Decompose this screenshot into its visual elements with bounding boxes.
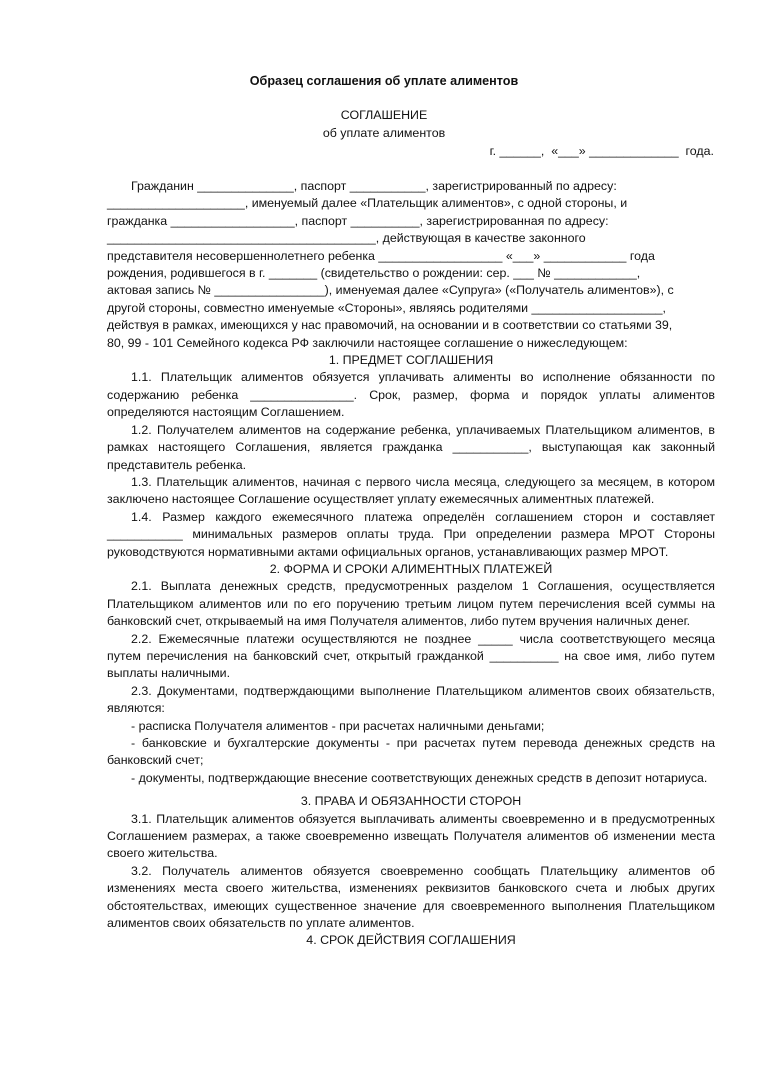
preamble-line: 80, 99 - 101 Семейного кодекса РФ заключили настоящее соглашение о нижеследующем:: [107, 335, 628, 350]
list-item-bank-docs: - банковские и бухгалтерские документы - при расчетах путем перевода денежных средств на банковский счет;: [107, 736, 715, 768]
paragraph-2-3: 2.3. Документами, подтверждающими выполнение Плательщиком алиментов своих обязательств, являются:: [107, 683, 715, 716]
preamble-line: Гражданин ______________, паспорт ___________, зарегистрированный по адресу:: [131, 179, 617, 193]
paragraph-2-2: 2.2. Ежемесячные платежи осуществляются не позднее _____ числа соответствующего месяца путем перечисления на банковский счет, открытый гражданкой __________ на свое имя, либо путем выплаты наличными.: [107, 631, 715, 681]
preamble-line: актовая запись № ________________), именуемая далее «Супруга» («Получатель алиментов»), с: [107, 283, 674, 298]
document-body: [107, 178, 715, 950]
preamble-line: рождения, родившегося в г. _______ (свидетельство о рождении: сер. ___ № ____________,: [107, 266, 641, 281]
paragraph-2-1: 2.1. Выплата денежных средств, предусмотренных разделом 1 Соглашения, осуществляется Плательщиком алиментов или по его поручению третьим лицом путем перечисления всей суммы на банковский счет, открываемый на имя Получателя алиментов, либо путем вручения наличных денег.: [107, 579, 715, 629]
preamble-line: представителя несовершеннолетнего ребенка __________________ «___» ____________ года: [107, 248, 655, 263]
preamble: [107, 178, 715, 352]
preamble-line: действуя в рамках, имеющихся у нас правомочий, на основании и в соответствии со статьями 39,: [107, 318, 673, 333]
paragraph-3-1: 3.1. Плательщик алиментов обязуется выплачивать алименты своевременно и в предусмотренных Соглашением размерах, а также своевременно извещать Получателя алиментов об изменении места своего жительства.: [107, 811, 715, 861]
section-heading: 3. ПРАВА И ОБЯЗАННОСТИ СТОРОН: [300, 794, 522, 809]
list-item-receipt: - расписка Получателя алиментов - при расчетах наличными деньгами;: [131, 718, 545, 733]
document-title: Образец соглашения об уплате алиментов: [249, 74, 519, 88]
paragraph-1-1: 1.1. Плательщик алиментов обязуется уплачивать алименты во исполнение обязанности по содержанию ребенка _______________. Срок, размер, форма и порядок уплаты алиментов определяются настоящим Соглашением.: [107, 370, 715, 420]
section-heading: 2. ФОРМА И СРОКИ АЛИМЕНТНЫХ ПЛАТЕЖЕЙ: [269, 561, 553, 576]
preamble-line: гражданка __________________, паспорт __________, зарегистрированная по адресу:: [107, 213, 609, 228]
city-date-line: г. ______, «___» _____________ года.: [489, 144, 714, 158]
paragraph-1-2: 1.2. Получателем алиментов на содержание ребенка, уплачиваемых Плательщиком алиментов, в рамках настоящего Соглашения, является гражданка ___________, выступающая как законный представитель ребенка.: [107, 422, 715, 472]
agreement-subheading: об уплате алиментов: [322, 126, 446, 140]
agreement-heading: СОГЛАШЕНИЕ: [340, 108, 428, 122]
preamble-line: _______________________________________, действующая в качестве законного: [107, 231, 586, 246]
paragraph-3-2: 3.2. Получатель алиментов обязуется своевременно сообщать Плательщику алиментов об изменениях места своего жительства, изменениях реквизитов банковского счета и любых других обстоятельствах, имеющих существенное значение для своевременного выполнения Плательщиком алиментов своих обязательств по уплате алиментов.: [107, 863, 715, 931]
list-item-deposit: - документы, подтверждающие внесение соответствующих денежных средств в депозит нотариуса.: [131, 770, 708, 785]
paragraph-1-4: 1.4. Размер каждого ежемесячного платежа определён соглашением сторон и составляет ___________ минимальных размеров оплаты труда. При определении размера МРОТ Стороны руководствуются нормативными актами официальных органов, устанавливающих размер МРОТ.: [107, 509, 715, 559]
paragraph-1-3: 1.3. Плательщик алиментов, начиная с первого числа месяца, следующего за месяцем, в котором заключено настоящее Соглашение осуществляет уплату ежемесячных алиментных платежей.: [107, 474, 715, 507]
preamble-line: ____________________, именуемый далее «Плательщик алиментов», с одной стороны, и: [107, 196, 628, 211]
preamble-line: другой стороны, совместно именуемые «Стороны», являясь родителями ___________________,: [107, 300, 666, 315]
section-heading: 1. ПРЕДМЕТ СОГЛАШЕНИЯ: [328, 353, 494, 368]
section-heading: 4. СРОК ДЕЙСТВИЯ СОГЛАШЕНИЯ: [306, 933, 516, 948]
